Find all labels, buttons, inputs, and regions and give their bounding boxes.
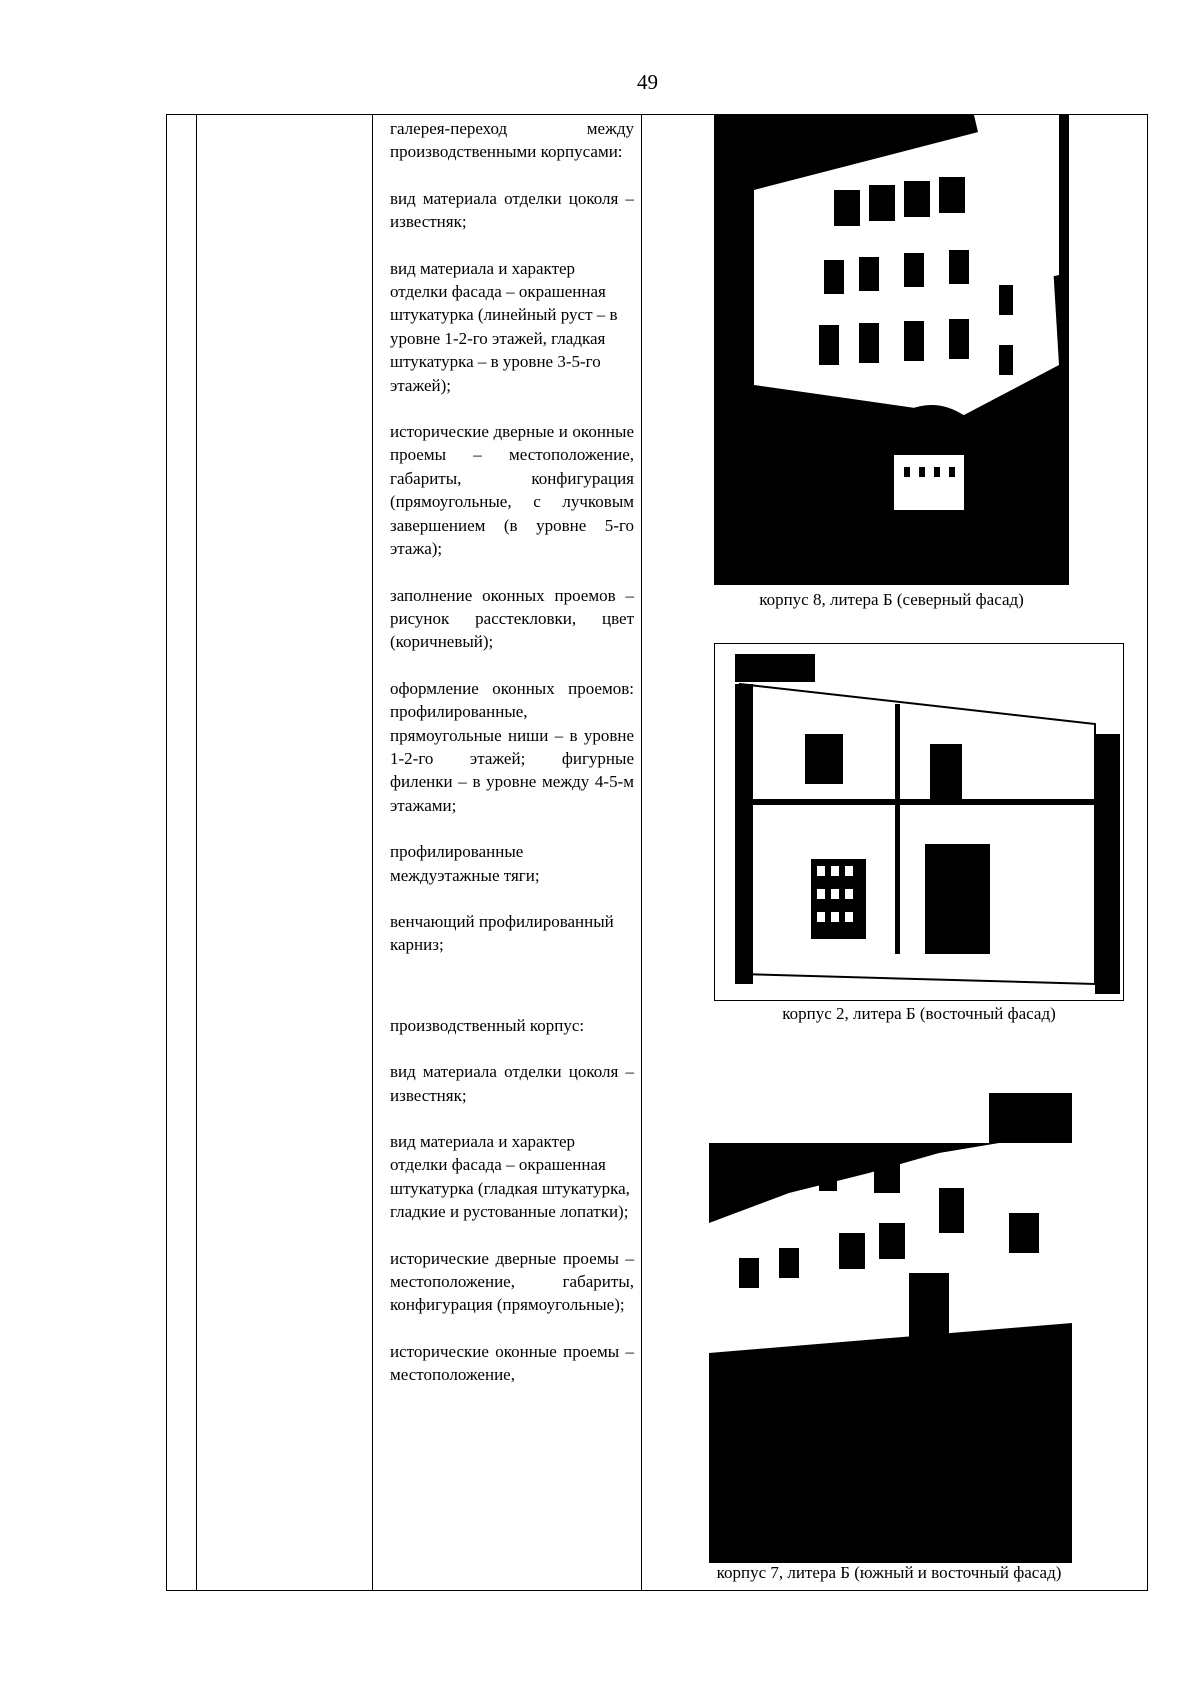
photo-block xyxy=(714,643,1124,1023)
paragraph: вид материала и характер отделки фасада – окрашенная штукатурка (гладкая штукатурка, гладкие и рустованные лопатки); xyxy=(390,1132,630,1222)
page-number: 49 xyxy=(637,70,658,94)
paragraph: профилированные междуэтажные тяги; xyxy=(390,842,540,885)
photo-block xyxy=(709,1073,1072,1582)
paragraph: оформление оконных проемов: профилированные, прямоугольные ниши – в уровне 1-2-го этажей; фигурные филенки – в уровне между 4-5-м этажами; xyxy=(390,678,634,815)
building-photo xyxy=(714,115,1069,585)
column-divider xyxy=(372,115,373,1590)
paragraph: вид материала отделки цоколя – известняк; xyxy=(390,1062,634,1105)
column-divider xyxy=(196,115,197,1590)
paragraph: исторические дверные проемы – местоположение, габариты, конфигурация (прямоугольные); xyxy=(390,1248,634,1315)
paragraph: вид материала отделки цоколя – известняк; xyxy=(390,188,634,232)
paragraph: галерея-переход между производственными корпусами: xyxy=(390,119,634,162)
photo-block xyxy=(714,115,1069,609)
paragraph: производственный корпус: xyxy=(390,1015,585,1035)
paragraph: венчающий профилированный карниз; xyxy=(390,911,614,955)
paragraph: исторические дверные и оконные проемы – местоположение, габариты, конфигурация (прямоугольные, с лучковым завершением (в уровне 5-го этажа); xyxy=(390,422,634,559)
description-table xyxy=(166,114,1148,1591)
photo-caption: корпус 7, литера Б (южный и восточный фасад) xyxy=(716,1563,1062,1582)
photo-caption: корпус 8, литера Б (северный фасад) xyxy=(759,590,1024,609)
building-photo xyxy=(714,643,1124,1001)
paragraph: исторические оконные проемы – местоположение, xyxy=(390,1341,634,1385)
paragraph: вид материала и характер отделки фасада – окрашенная штукатурка (линейный руст – в уровне 1-2-го этажей, гладкая штукатурка – в уровне 3-5-го этажей); xyxy=(390,258,618,395)
paragraph: заполнение оконных проемов – рисунок расстекловки, цвет (коричневый); xyxy=(390,585,634,652)
photo-caption: корпус 2, литера Б (восточный фасад) xyxy=(782,1004,1056,1023)
building-photo xyxy=(709,1073,1072,1563)
description-column xyxy=(390,117,634,1408)
column-divider xyxy=(641,115,642,1590)
